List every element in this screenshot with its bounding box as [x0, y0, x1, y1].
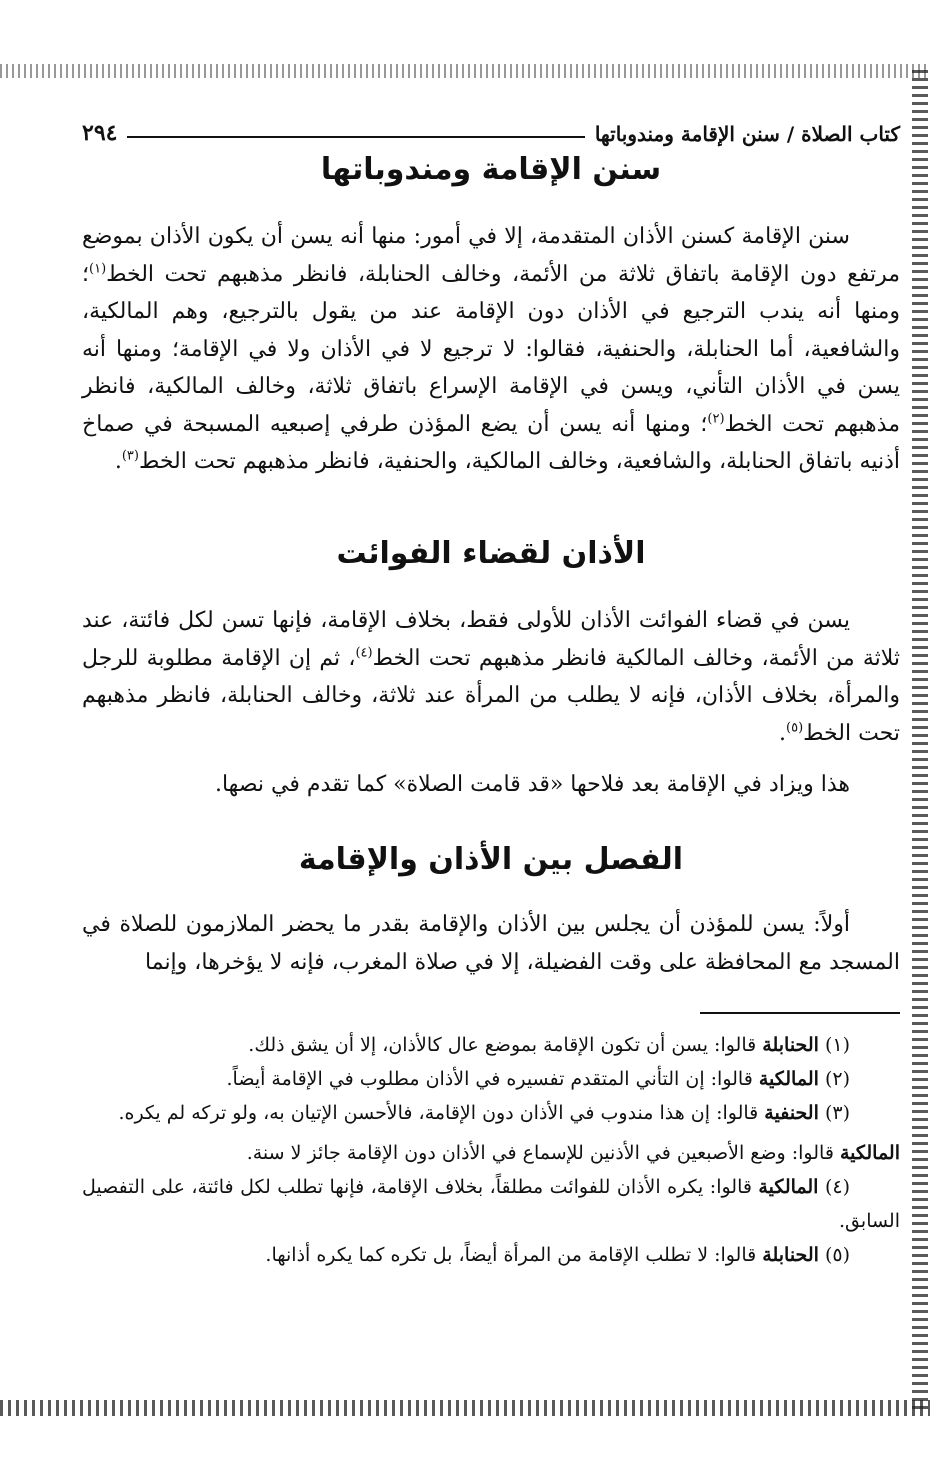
running-header [82, 112, 900, 146]
footnote-school: المالكية [839, 1142, 900, 1164]
paragraph-text: يسن في قضاء الفوائت الأذان للأولى فقط، بخلاف الإقامة، فإنها تسن لكل فائتة، عند ثلاثة من الأئمة، وخالف المالكية فانظر مذهبهم تحت الخط [82, 608, 900, 671]
header-rule [127, 136, 584, 138]
decorative-border-top [0, 64, 930, 78]
paragraph-separation [82, 906, 900, 981]
footnote-text: قالوا: إن التأني المتقدم تفسيره في الأذان مطلوب في الإقامة أيضاً. [226, 1068, 759, 1090]
footnote-text: قالوا: يكره الأذان للفوائت مطلقاً، بخلاف الإقامة، فإنها تطلب لكل فائتة، على التفصيل السابق. [82, 1176, 900, 1232]
footnote-number: (٤) [824, 1176, 850, 1198]
footnote-ref-4[interactable]: (٤) [355, 645, 373, 661]
paragraph-text: سنن الإقامة كسنن الأذان المتقدمة، إلا في أمور: منها أنه يسن أن يكون الأذان بموضع مرتفع دون الإقامة باتفاق ثلاثة من الأئمة، وخالف الحنابلة، فانظر مذهبهم تحت الخط [82, 224, 900, 287]
footnote-text: قالوا: وضع الأصبعين في الأذنين للإسماع في الأذان دون الإقامة جائز لا سنة. [246, 1142, 840, 1164]
decorative-border-right [912, 70, 928, 1410]
footnote-school: الحنفية [764, 1102, 819, 1124]
paragraph-iqamah-addition [82, 766, 900, 804]
footnote-number: (٥) [824, 1244, 850, 1266]
running-title: كتاب الصلاة / سنن الإقامة ومندوباتها [594, 122, 900, 146]
decorative-border-bottom [0, 1400, 930, 1416]
footnote-ref-1[interactable]: (١) [89, 261, 107, 277]
footnote-school: المالكية [758, 1176, 819, 1198]
paragraph-iqamah-sunan [82, 218, 900, 481]
footnote-number: (٣) [824, 1102, 850, 1124]
paragraph-missed-prayers [82, 602, 900, 752]
footnote-text: قالوا: لا تطلب الإقامة من المرأة أيضاً، بل تكره كما يكره أذانها. [265, 1244, 763, 1266]
footnote-school: الحنابلة [762, 1244, 819, 1266]
footnote-number: (٢) [824, 1068, 850, 1090]
footnote-ref-5[interactable]: (٥) [786, 720, 804, 736]
footnote-2 [82, 1062, 900, 1096]
footnote-3 [82, 1096, 900, 1130]
paragraph-text: ، ثم إن الإقامة مطلوبة للرجل والمرأة، بخلاف الأذان، فإنه لا يطلب من المرأة عند ثلاثة، وخالف الحنابلة، فانظر مذهبهم تحت الخط [82, 645, 900, 746]
footnote-4 [82, 1170, 900, 1238]
footnote-text: قالوا: إن هذا مندوب في الأذان دون الإقامة، فالأحسن الإتيان به، ولو تركه لم يكره. [118, 1102, 765, 1124]
section-heading-separation: الفصل بين الأذان والإقامة [298, 842, 684, 877]
footnote-separator [700, 1012, 900, 1014]
footnote-1 [82, 1028, 900, 1062]
paragraph-text: ؛ ومنها أنه يسن أن يضع المؤذن طرفي إصبعيه المسبحة في صماخ أذنيه باتفاق الحنابلة، والشافعية، وخالف المالكية، والحنفية، فانظر مذهبهم تحت الخط [82, 411, 900, 474]
paragraph-text: ؛ ومنها أنه يندب الترجيع في الأذان دون الإقامة عند من يقول بالترجيع، وهم المالكية، والشافعية، أما الحنابلة، والحنفية، فقالوا: لا ترجيع لا في الأذان ولا في الإقامة؛ ومنها أنه يسن في الأذان التأني، ويسن في الإقامة الإسراع باتفاق ثلاثة، وخالف المالكية، فانظر مذهبهم تحت الخط [82, 261, 900, 437]
page-number: ٢٩٤ [82, 120, 118, 146]
footnote-ref-2[interactable]: (٢) [707, 411, 725, 427]
paragraph-text: أولاً: يسن للمؤذن أن يجلس بين الأذان والإقامة بقدر ما يحضر الملازمون للصلاة في المسجد مع المحافظة على وقت الفضيلة، إلا في صلاة المغرب، فإنه لا يؤخرها، وإنما [82, 912, 900, 975]
footnote-school: الحنابلة [762, 1034, 819, 1056]
footnote-text: قالوا: يسن أن تكون الإقامة بموضع عال كالأذان، إلا أن يشق ذلك. [248, 1034, 763, 1056]
footnote-3-continued [82, 1136, 900, 1170]
footnote-school: المالكية [758, 1068, 819, 1090]
footnote-5 [82, 1238, 900, 1272]
footnote-ref-3[interactable]: (٣) [121, 448, 139, 464]
section-heading-iqamah-sunan: سنن الإقامة ومندوباتها [320, 152, 662, 187]
footnote-number: (١) [824, 1034, 850, 1056]
section-heading-missed-prayers: الأذان لقضاء الفوائت [336, 536, 646, 571]
paragraph-text: هذا ويزاد في الإقامة بعد فلاحها «قد قامت الصلاة» كما تقدم في نصها. [214, 772, 850, 797]
footnotes-list [82, 1028, 900, 1272]
paragraph-text: . [779, 720, 787, 746]
paragraph-text: . [114, 449, 122, 474]
